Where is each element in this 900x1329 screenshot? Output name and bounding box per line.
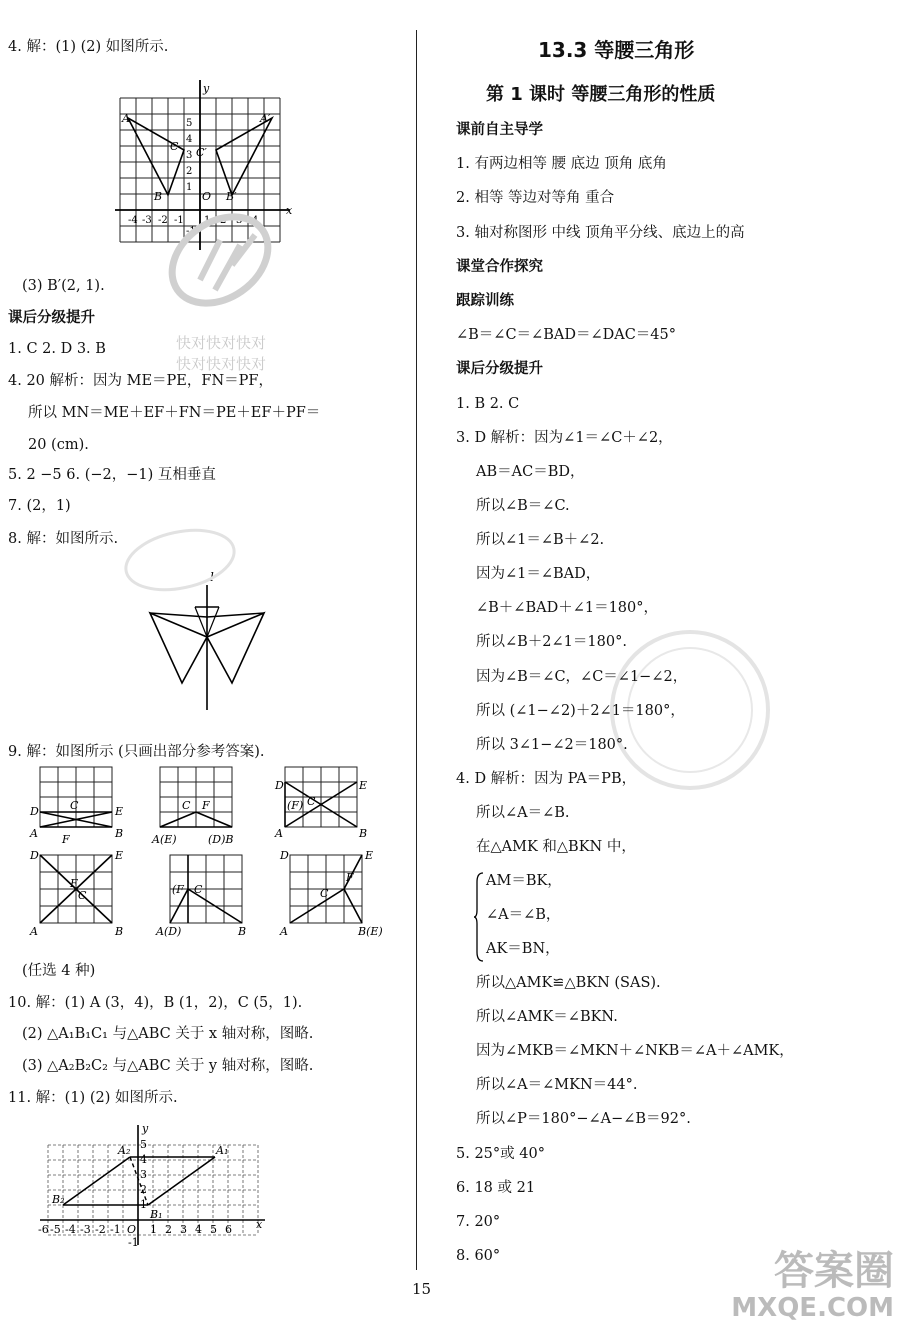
svg-text:-5: -5 [50,1223,61,1236]
answer-9: 9. 解：如图所示 (只画出部分参考答案). [8,744,265,760]
svg-text:A: A [122,112,130,125]
heading-pre-study: 课前自主导学 [456,122,543,138]
page-number: 15 [412,1280,432,1298]
svg-text:C: C [307,795,316,808]
svg-text:-3: -3 [80,1223,91,1236]
pre-2: 2. 相等 等边对等角 重合 [456,190,615,206]
hw-3-e: ∠B＋∠BAD＋∠1＝180°， [476,600,659,616]
hw-4-f: 所以△AMK≌△BKN (SAS). [476,975,661,991]
svg-text:C: C [320,887,329,900]
brand-line1: 答案圈 [774,1248,894,1294]
answer-5-6: 5. 2 −5 6. (−2，−1) 互相垂直 [8,467,216,483]
watermark-logo-left [120,525,240,595]
svg-text:B: B [115,925,124,938]
hw-6: 6. 18 或 21 [456,1180,536,1196]
hw-3-c: 所以∠1＝∠B＋∠2. [476,532,605,548]
hw-3-b: 所以∠B＝∠C. [476,498,570,514]
svg-text:D: D [275,779,284,792]
svg-text:-1: -1 [174,215,184,226]
hw-5: 5. 25°或 40° [456,1146,545,1162]
svg-text:E: E [115,849,124,862]
hw-4-i: 所以∠A＝∠MKN＝44°. [476,1077,638,1093]
svg-text:-1: -1 [110,1223,121,1236]
svg-text:B₂: B₂ [52,1193,65,1206]
hw-4-a: 所以∠A＝∠B. [476,805,570,821]
svg-text:E: E [365,849,374,862]
hw-3-h: 所以 (∠1−∠2)＋2∠1＝180°， [476,703,685,719]
svg-text:2: 2 [186,166,193,177]
svg-text:-1: -1 [128,1236,139,1249]
svg-text:-6: -6 [38,1223,49,1236]
answer-7: 7. (2，1) [8,498,71,514]
svg-text:O: O [202,190,212,203]
fig11-grid-diagram [30,1120,270,1250]
hw-3-i: 所以 3∠1−∠2＝180°. [476,737,628,753]
svg-text:l: l [210,570,214,584]
lesson-title: 第 1 课时 等腰三角形的性质 [486,84,716,105]
svg-text:1: 1 [140,1198,147,1211]
svg-text:-2: -2 [95,1223,106,1236]
svg-text:B(E): B(E) [358,925,383,938]
svg-text:4: 4 [140,1153,147,1166]
column-divider [416,30,417,1270]
svg-text:C: C [194,883,203,896]
svg-text:4: 4 [186,134,193,145]
svg-text:B: B [359,827,368,840]
svg-text:A(D): A(D) [156,925,182,938]
svg-text:2: 2 [220,215,227,226]
hw-8: 8. 60° [456,1248,501,1264]
svg-text:-1: -1 [186,226,196,237]
answer-1-3: 1. C 2. D 3. B [8,341,106,357]
fig9-grid-options [30,765,383,940]
svg-text:x: x [256,1218,263,1231]
answer-8: 8. 解：如图所示. [8,531,119,547]
pre-1: 1. 有两边相等 腰 底边 顶角 底角 [456,156,667,172]
svg-text:O: O [127,1223,137,1236]
svg-text:A: A [30,925,38,938]
hw-1-2: 1. B 2. C [456,396,520,412]
heading-cooperation: 课堂合作探究 [456,259,543,275]
svg-text:A₂: A₂ [118,1144,131,1157]
watermark-stamp-left [160,205,280,315]
svg-text:E: E [115,805,124,818]
svg-text:C: C [70,799,79,812]
svg-text:D: D [30,849,39,862]
svg-text:A′: A′ [260,112,271,125]
svg-text:A: A [280,925,288,938]
brand-logo [731,1249,894,1323]
hw-3-d: 因为∠1＝∠BAD， [476,566,601,582]
svg-text:E: E [359,779,368,792]
watermark-text-1: 快对快对快对 [176,334,267,352]
svg-text:C: C [78,889,87,902]
answer-10: 10. 解：(1) A (3，4)，B (1，2)，C (5，1). [8,995,303,1011]
svg-text:B: B [154,190,163,203]
svg-text:-4: -4 [128,215,138,226]
svg-text:1: 1 [186,182,193,193]
svg-text:y: y [203,82,210,95]
heading-tracking: 跟踪训练 [456,293,514,309]
svg-text:A: A [30,827,38,840]
hw-4-j: 所以∠P＝180°−∠A−∠B＝92°. [476,1111,691,1127]
hw-4-h: 因为∠MKB＝∠MKN＋∠NKB＝∠A＋∠AMK， [476,1043,794,1059]
svg-text:-3: -3 [142,215,152,226]
svg-text:F: F [62,833,70,846]
watermark-text-2: 快对快对快对 [176,355,267,373]
svg-text:-2: -2 [158,215,168,226]
svg-text:2: 2 [140,1183,147,1196]
hw-7: 7. 20° [456,1214,501,1230]
hw-3-f: 所以∠B＋2∠1＝180°. [476,634,627,650]
svg-text:6: 6 [225,1223,232,1236]
svg-text:F: F [70,877,78,890]
svg-text:4: 4 [195,1223,202,1236]
hw-4-d: ∠A＝∠B， [486,907,561,923]
answer-4: 4. 20 解析：因为 ME＝PE，FN＝PF， [8,373,273,389]
svg-text:2: 2 [165,1223,172,1236]
svg-text:5: 5 [140,1138,147,1151]
hw-4: 4. D 解析：因为 PA＝PB， [456,771,637,787]
svg-text:B₁: B₁ [150,1208,163,1221]
hw-4-e: AK＝BN， [486,941,560,957]
svg-text:B′: B′ [226,190,237,203]
svg-text:(F): (F) [287,799,304,812]
svg-text:A₁: A₁ [216,1144,229,1157]
section-heading-homework: 课后分级提升 [8,310,95,326]
svg-text:3: 3 [180,1223,187,1236]
svg-text:3: 3 [186,150,193,161]
hw-3: 3. D 解析：因为∠1＝∠C＋∠2， [456,430,673,446]
svg-text:F: F [202,799,210,812]
svg-text:B: B [238,925,247,938]
svg-text:3: 3 [140,1168,147,1181]
svg-text:(F: (F [172,883,184,896]
brace [474,872,484,962]
q4-3-text: (3) B′(2, 1). [22,278,105,294]
svg-text:D: D [30,805,39,818]
svg-text:3: 3 [236,215,243,226]
svg-text:4: 4 [252,215,259,226]
hw-3-g: 因为∠B＝∠C，∠C＝∠1−∠2， [476,669,688,685]
svg-text:-4: -4 [65,1223,76,1236]
svg-text:5: 5 [186,118,193,129]
hw-4-g: 所以∠AMK＝∠BKN. [476,1009,618,1025]
pre-3: 3. 轴对称图形 中线 顶角平分线、底边上的高 [456,225,745,241]
svg-text:1: 1 [150,1223,157,1236]
svg-text:(D)B: (D)B [208,833,234,846]
answer-10-3: (3) △A₂B₂C₂ 与△ABC 关于 y 轴对称，图略. [22,1058,314,1074]
q4-text: 4. 解：(1) (2) 如图所示. [8,39,169,55]
answer-10-2: (2) △A₁B₁C₁ 与△ABC 关于 x 轴对称，图略. [22,1026,314,1042]
svg-text:5: 5 [210,1223,217,1236]
section-title: 13.3 等腰三角形 [538,38,695,62]
svg-text:B: B [115,827,124,840]
heading-homework: 课后分级提升 [456,361,543,377]
svg-text:F: F [346,871,354,884]
tracking-answer: ∠B＝∠C＝∠BAD＝∠DAC＝45° [456,327,676,343]
answer-9-note: (任选 4 种) [22,963,96,979]
answer-4-line3: 20 (cm). [28,437,89,453]
svg-text:C′: C′ [196,146,207,159]
hw-4-b: 在△AMK 和△BKN 中， [476,839,636,855]
svg-text:C: C [182,799,191,812]
svg-text:y: y [142,1122,149,1135]
answer-11: 11. 解：(1) (2) 如图所示. [8,1090,178,1106]
brand-line2: MXQE.COM [731,1293,894,1323]
hw-3-a: AB＝AC＝BD， [476,464,585,480]
svg-text:A: A [275,827,283,840]
hw-4-c: AM＝BK， [486,873,562,889]
answer-4-line2: 所以 MN＝ME＋EF＋FN＝PE＋EF＋PF＝ [28,405,321,421]
svg-text:x: x [286,204,293,217]
svg-text:1: 1 [204,215,211,226]
svg-text:D: D [280,849,289,862]
svg-text:A(E): A(E) [152,833,177,846]
svg-text:C: C [170,140,179,153]
